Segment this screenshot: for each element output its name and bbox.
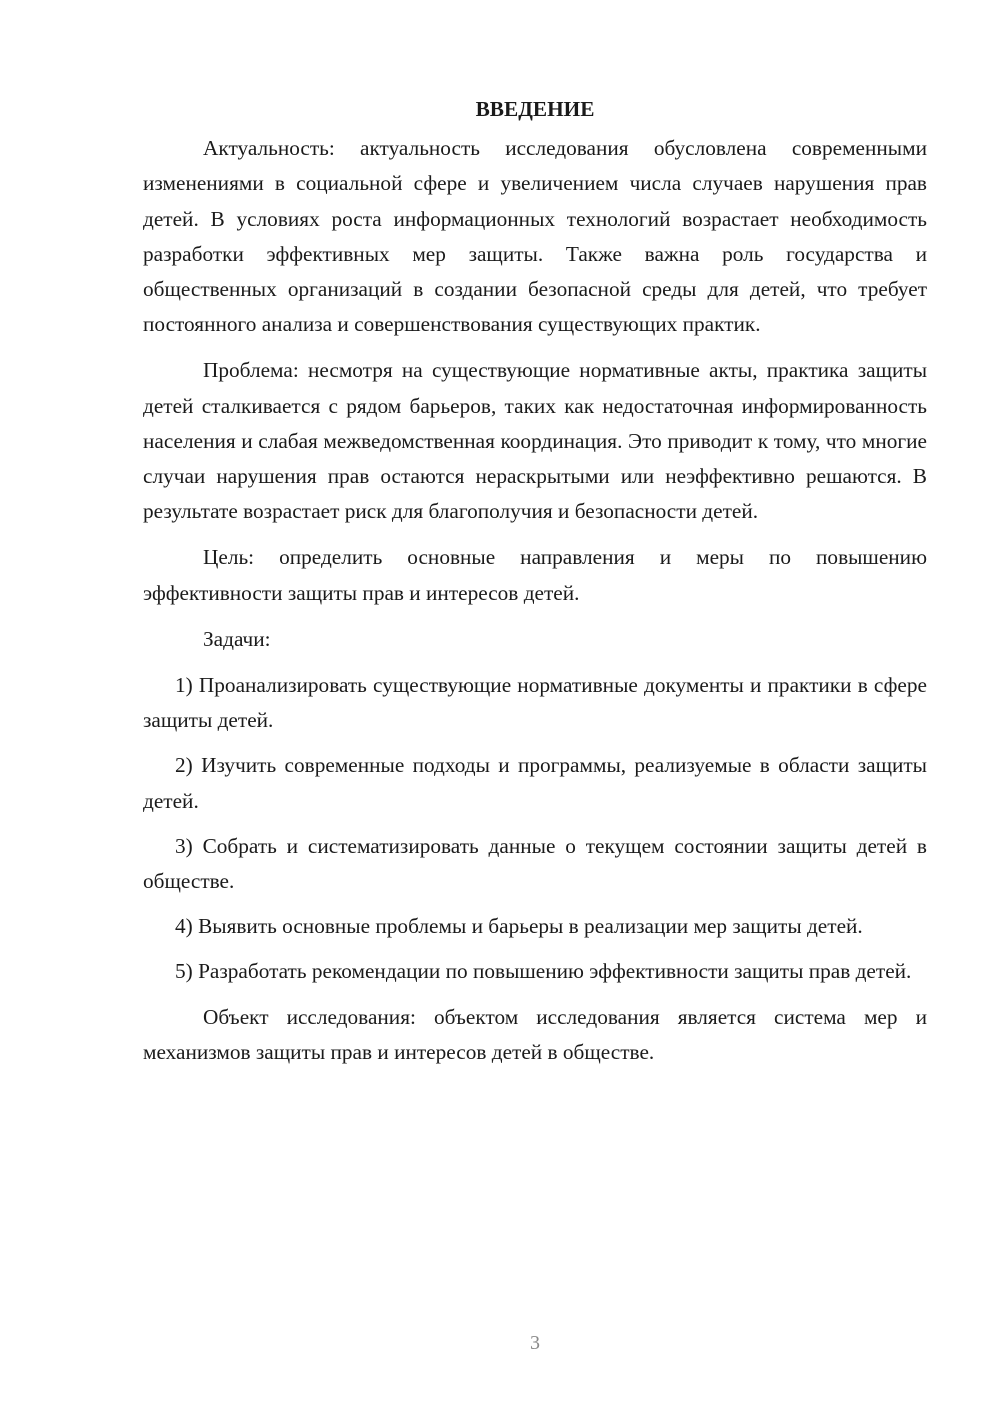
paragraph-goal: Цель: определить основные направления и меры по повышению эффективности защиты прав и интересов детей. — [143, 545, 927, 605]
list-item: 2) Изучить современные подходы и программы, реализуемые в области защиты детей. — [143, 753, 927, 813]
tasks-list — [143, 668, 927, 990]
list-item: 5) Разработать рекомендации по повышению эффективности защиты прав детей. — [175, 959, 912, 984]
paragraph-object: Объект исследования: объектом исследования является система мер и механизмов защиты прав и интересов детей в обществе. — [143, 1004, 927, 1064]
paragraph-relevance: Актуальность: актуальность исследования обусловлена современными изменениями в социальной сфере и увеличением числа случаев нарушения прав детей. В условиях роста информационных технологий возрастает необходимость разработки эффективных мер защиты. Также важна роль государства и общественных организаций в создании безопасной среды для детей, что требует постоянного анализа и совершенствования существующих практик. — [143, 136, 927, 337]
list-item: 1) Проанализировать существующие нормативные документы и практики в сфере защиты детей. — [143, 673, 927, 733]
section-title: ВВЕДЕНИЕ — [475, 97, 595, 121]
paragraph-problem: Проблема: несмотря на существующие нормативные акты, практика защиты детей сталкивается с рядом барьеров, таких как недостаточная информированность населения и слабая межведомственная координация. Это приводит к тому, что многие случаи нарушения прав остаются нераскрытыми или неэффективно решаются. В результате возрастает риск для благополучия и безопасности детей. — [143, 358, 927, 524]
list-item: 4) Выявить основные проблемы и барьеры в реализации мер защиты детей. — [175, 914, 863, 939]
tasks-heading: Задачи: — [203, 626, 271, 651]
list-item: 3) Собрать и систематизировать данные о текущем состоянии защиты детей в обществе. — [143, 833, 927, 894]
document-page — [143, 92, 927, 1081]
page-number: 3 — [530, 1332, 540, 1354]
